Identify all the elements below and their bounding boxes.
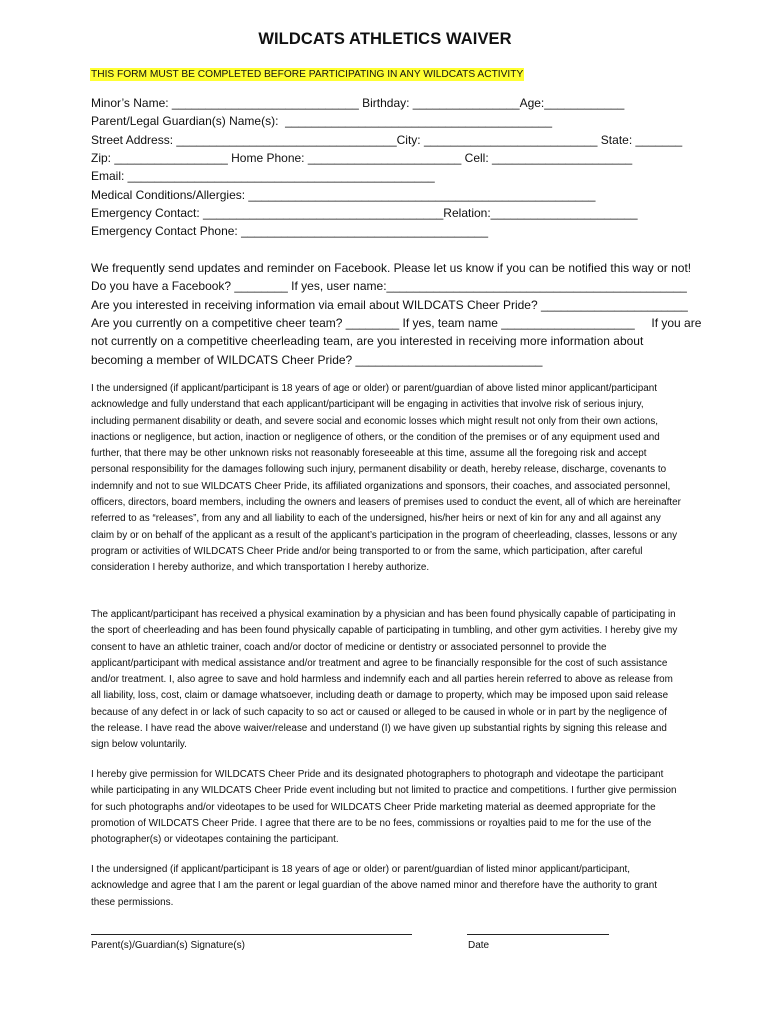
date-signature-line[interactable] xyxy=(467,934,609,935)
notice-highlight: THIS FORM MUST BE COMPLETED BEFORE PARTICIPATING IN ANY WILDCATS ACTIVITY xyxy=(91,69,524,80)
facebook-notice: We frequently send updates and reminder on Facebook. Please let us know if you can be notified this way or not! xyxy=(91,261,692,275)
paragraph-text: I the undersigned (if applicant/participant is 18 years of age or older) or parent/guardian of listed minor applicant/participant, acknowledge and agree that I am the parent or legal guardian of the above named minor and therefore have the authority to grant these permissions. xyxy=(91,864,657,908)
paragraph-text: The applicant/participant has received a physical examination by a physician and has been found physically capable of participating in the sport of cheerleading and has been found physically capable of participating in tumbling, and other gym activities. I hereby give my consent to have an athletic trainer, coach and/or doctor of medicine or dentistry or associated personnel to provide the applicant/participant with medical assistance and/or treatment and agree to be financially responsible for the cost of such assistance and/or treatment. I, also agree to save and hold harmless and indemnify each and all parties herein referred to above as release from all liability, loss, cost, claim or damage whatsoever, including death or damage to property, which may be imposed upon said release because of any defect in or lack of such capacity to so act or caused or alleged to be caused in whole or in part by the negligence of the release. I have read the above waiver/release and understand (I) we have given up substantial rights by signing this release and sign below voluntarily. xyxy=(91,609,678,751)
medical-conditions-field[interactable]: Medical Conditions/Allergies: ____________________________________________________ xyxy=(91,187,596,202)
emergency-phone-field[interactable]: Emergency Contact Phone: _____________________________________ xyxy=(91,224,489,239)
minor-name-birthday-age-field[interactable]: Minor’s Name: ____________________________ Birthday: ________________Age:____________ xyxy=(91,96,625,110)
email-info-question[interactable]: Are you interested in receiving information via email about WILDCATS Cheer Pride? ______________________ xyxy=(91,297,688,312)
form-title: WILDCATS ATHLETICS WAIVER xyxy=(258,30,512,48)
authority-paragraph xyxy=(91,862,681,911)
release-paragraph xyxy=(91,381,681,577)
paragraph-text: I hereby give permission for WILDCATS Cheer Pride and its designated photographers to photograph and videotape the participant while participating in any WILDCATS Cheer Pride event including but not limited to practice and competitions. I further give permission for such photographs and/or videotapes to be used for WILDCATS Cheer Pride marketing material as deemed appropriate for the promotion of WILDCATS Cheer Pride. I agree that there are to be no fees, commissions or royalties paid to me for the use of the photographer(s) or videotapes containing the participant. xyxy=(91,769,677,846)
paragraph-text: I the undersigned (if applicant/participant is 18 years of age or older) or parent/guardian of above listed minor applicant/participant acknowledge and fully understand that each applicant/participant will be engaging in activities that involve risk of serious injury, including permanent disability or death, and severe social and economic losses which might result not only from their own actions, inactions or negligence, but action, inaction or negligence of others, or the condition of the premises or of any equipment used and further, that there may be other unknown risks not reasonably foreseeable at this time, assume all the foregoing risk and accept personal responsibility for the damages following such injury, permanent disability or death, hereby release, discharge, covenants to indemnify and not to sue WILDCATS Cheer Pride, its affiliated organizations and sponsors, their coaches, and associated personnel, officers, directors, board members, including the owners and leasers of premises used to conduct the event, all of which are hereinafter referred to as “releases”, from any and all liability to each of the undersigned, his/her heirs or next of kin for any and all against any claim by or on behalf of the applicant as a result of the applicant’s participation in the program of cheerleading, classes, lessons or any program or activities of WILDCATS Cheer Pride and/or being transported to or from the same, which participation, after careful consideration I hereby authorize, and which transportation I hereby authorize. xyxy=(91,383,681,574)
photo-permission-paragraph xyxy=(91,767,681,848)
parent-signature-label: Parent(s)/Guardian(s) Signature(s) xyxy=(91,940,245,951)
facebook-question[interactable]: Do you have a Facebook? ________ If yes, user name:_____________________________________________ xyxy=(91,279,687,294)
zip-phone-cell-field[interactable]: Zip: _________________ Home Phone: _______________________ Cell: _____________________ xyxy=(91,150,633,165)
medical-consent-paragraph xyxy=(91,607,681,754)
competitive-team-question[interactable]: Are you currently on a competitive cheer team? ________ If yes, team name ____________________ If you are xyxy=(91,315,702,330)
guardian-names-field[interactable]: Parent/Legal Guardian(s) Name(s): ________________________________________ xyxy=(91,114,553,129)
email-field[interactable]: Email: ______________________________________________ xyxy=(91,169,435,184)
membership-interest-question[interactable]: becoming a member of WILDCATS Cheer Pride? ____________________________ xyxy=(91,352,543,367)
parent-signature-line[interactable] xyxy=(91,934,412,935)
date-label: Date xyxy=(468,940,490,951)
emergency-contact-field[interactable]: Emergency Contact: ____________________________________Relation:______________________ xyxy=(91,205,638,220)
street-city-state-field[interactable]: Street Address: _________________________________City: __________________________ State: _______ xyxy=(91,132,683,147)
competitive-team-question-cont: not currently on a competitive cheerleading team, are you interested in receiving more information about xyxy=(91,334,644,349)
